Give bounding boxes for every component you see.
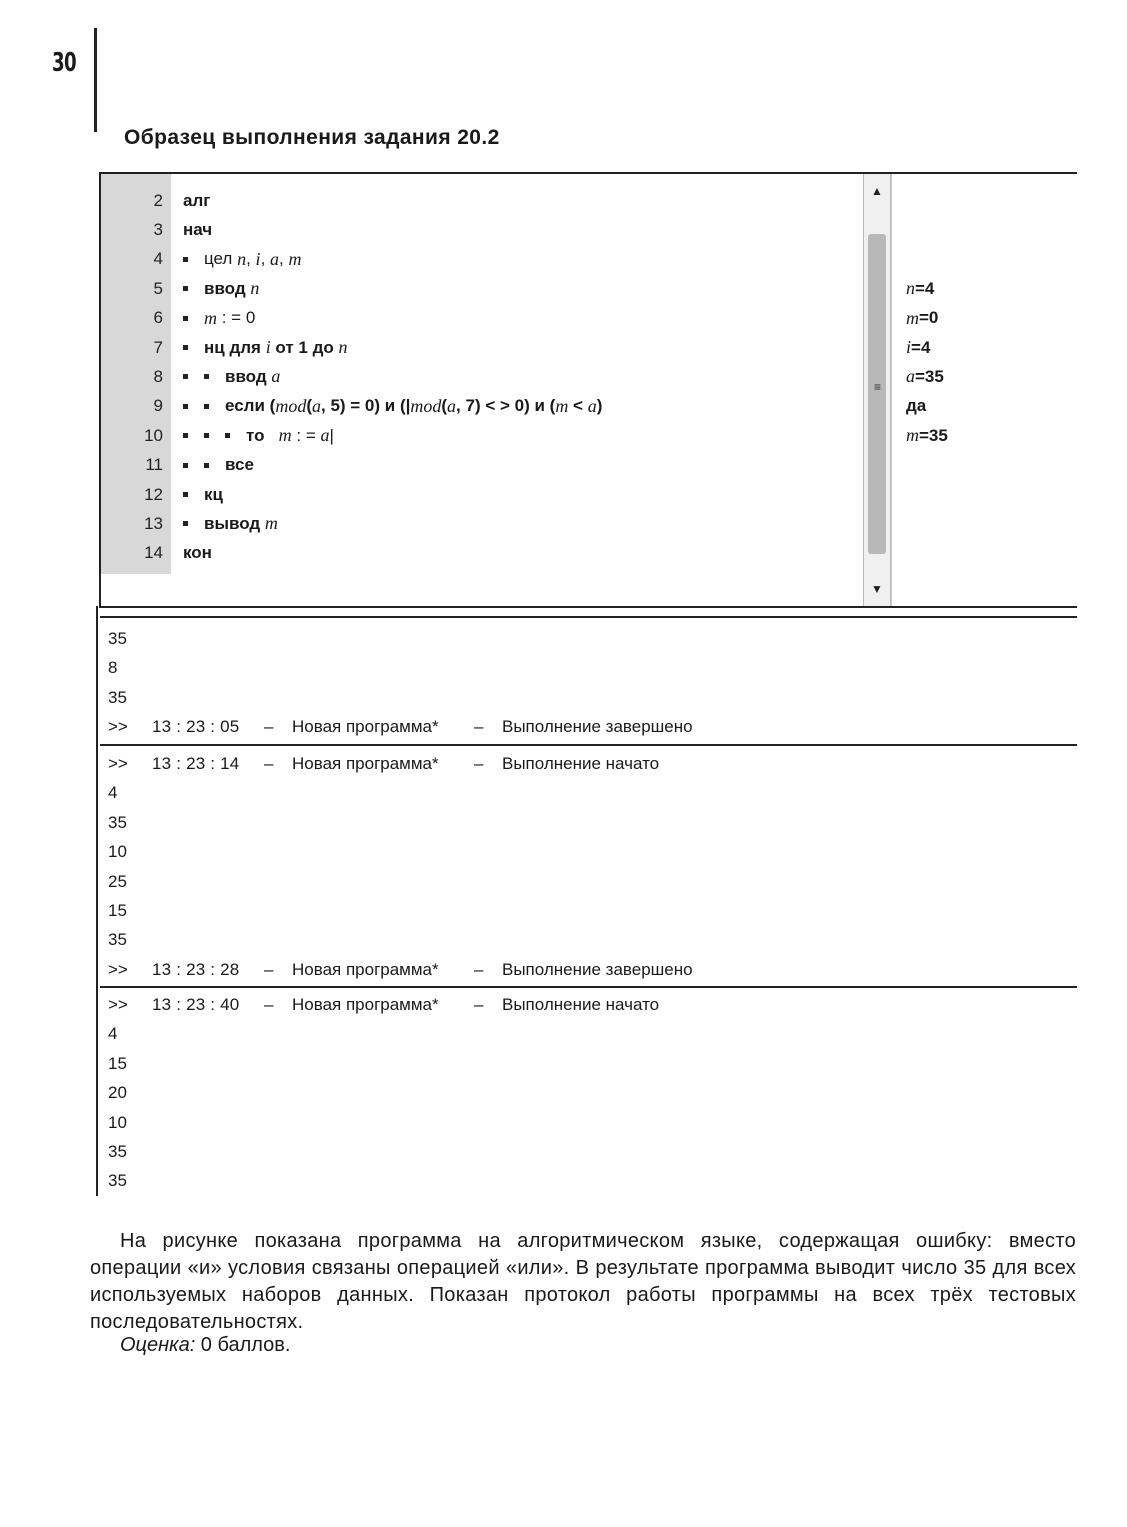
- code-keyword: все: [225, 455, 254, 475]
- code-keyword: , 5) = 0) и (|: [321, 396, 411, 416]
- code-text[interactable]: [183, 337, 348, 358]
- scroll-down-icon[interactable]: ▼: [871, 582, 883, 596]
- line-number: 11: [145, 455, 163, 475]
- variable-name: m: [906, 307, 919, 328]
- variable-name: n: [906, 278, 915, 299]
- line-number: 9: [153, 396, 163, 416]
- indent-dot-icon: [183, 404, 188, 409]
- code-identifier: i: [265, 337, 271, 357]
- indent-dot-icon: [183, 433, 188, 438]
- code-text[interactable]: [183, 455, 254, 475]
- variable-value-row: [906, 421, 948, 450]
- prompt-marker: >>: [108, 754, 128, 773]
- console-log-line: [108, 751, 659, 777]
- output-console[interactable]: [96, 606, 1077, 1196]
- code-keyword: кц: [204, 484, 223, 504]
- log-status: Выполнение начато: [502, 995, 660, 1014]
- code-line[interactable]: [101, 362, 861, 391]
- line-number: 3: [153, 219, 163, 239]
- code-line[interactable]: [101, 333, 861, 362]
- log-program-name: Новая программа*: [292, 995, 439, 1014]
- line-number: 10: [144, 425, 163, 445]
- indent-dot-icon: [204, 463, 209, 468]
- console-output-line: 15: [108, 901, 127, 920]
- code-text[interactable]: [183, 220, 212, 240]
- gutter-blank: [101, 574, 171, 606]
- line-number: 8: [153, 366, 163, 386]
- code-text[interactable]: [183, 396, 602, 417]
- console-output-line: 35: [108, 812, 127, 832]
- scroll-up-icon[interactable]: ▲: [871, 184, 883, 198]
- console-output-line: 25: [108, 871, 127, 891]
- log-separator: –: [264, 995, 274, 1014]
- code-identifier: m: [555, 395, 569, 416]
- vertical-scrollbar[interactable]: [863, 174, 891, 606]
- log-separator: –: [474, 717, 484, 737]
- section-title: Образец выполнения задания 20.2: [124, 126, 500, 149]
- code-text[interactable]: [183, 191, 210, 211]
- log-status: Выполнение завершено: [502, 717, 693, 737]
- indent-dot-icon: [204, 374, 209, 379]
- code-editor[interactable]: [99, 172, 1077, 608]
- indent-dot-icon: [204, 404, 209, 409]
- variable-value-row: [906, 392, 926, 421]
- code-token: ,: [260, 249, 271, 269]
- prompt-marker: >>: [108, 959, 128, 979]
- code-identifier: m: [264, 513, 278, 534]
- code-keyword: нач: [183, 219, 213, 239]
- code-keyword: алг: [183, 190, 211, 210]
- code-text[interactable]: [183, 308, 255, 329]
- code-identifier: a: [312, 395, 321, 416]
- log-separator: –: [264, 959, 274, 979]
- code-identifier: m: [278, 425, 292, 446]
- variable-name: a: [906, 366, 915, 387]
- log-timestamp: 13 : 23 : 05: [152, 717, 240, 737]
- log-status: Выполнение завершено: [502, 959, 693, 979]
- code-keyword: <: [568, 396, 588, 416]
- log-separator: –: [264, 754, 274, 773]
- code-token: |: [329, 425, 334, 445]
- console-log-line: [108, 957, 693, 983]
- line-number: 2: [153, 190, 163, 210]
- line-number: 4: [153, 249, 163, 269]
- score-label: Оценка:: [120, 1334, 196, 1356]
- line-number: 6: [153, 308, 163, 328]
- page-number: 30: [52, 48, 76, 78]
- console-output-line: 4: [108, 1024, 118, 1044]
- log-separator: –: [264, 717, 274, 737]
- variable-value-row: [906, 333, 930, 362]
- indent-dot-icon: [183, 521, 188, 526]
- line-number: 13: [144, 513, 163, 533]
- prompt-marker: >>: [108, 717, 128, 737]
- prompt-marker: >>: [108, 995, 128, 1014]
- console-log-line: [108, 992, 659, 1018]
- code-keyword: ввод: [204, 278, 251, 298]
- code-token: : = 0: [217, 308, 256, 328]
- log-separator: –: [474, 959, 484, 979]
- code-text[interactable]: [183, 485, 223, 505]
- line-number: 5: [153, 278, 163, 298]
- console-output-line: 15: [108, 1053, 127, 1073]
- console-output-line: 35: [108, 687, 127, 707]
- score-value: 0 баллов.: [195, 1334, 291, 1356]
- code-identifier: m: [204, 307, 217, 328]
- code-text[interactable]: [183, 278, 259, 299]
- console-output-line: 35: [108, 1142, 127, 1161]
- code-line[interactable]: [101, 304, 861, 333]
- code-line[interactable]: [101, 480, 861, 509]
- code-line[interactable]: [101, 392, 861, 421]
- code-token: ,: [246, 249, 256, 269]
- code-text[interactable]: [183, 425, 334, 446]
- code-line[interactable]: [101, 509, 861, 538]
- code-keyword: , 7) < > 0) и (: [456, 396, 556, 416]
- log-separator: –: [474, 995, 484, 1014]
- code-identifier: a: [320, 425, 330, 446]
- code-identifier: n: [237, 248, 247, 269]
- code-keyword: (: [441, 396, 448, 416]
- log-timestamp: 13 : 23 : 28: [152, 959, 240, 979]
- log-separator: –: [474, 754, 484, 773]
- variable-value: да: [906, 396, 927, 416]
- code-token: цел: [204, 249, 238, 269]
- code-line[interactable]: [101, 421, 861, 450]
- code-identifier: a: [271, 366, 281, 387]
- code-keyword: то: [246, 425, 279, 445]
- margin-rule: [94, 28, 97, 132]
- console-output-line: 4: [108, 783, 118, 803]
- console-output-line: 10: [108, 1112, 127, 1132]
- variable-value: =35: [919, 425, 948, 445]
- line-number: 12: [144, 484, 163, 504]
- code-keyword: кон: [183, 543, 212, 563]
- run-divider: [100, 744, 1077, 746]
- code-identifier: i: [255, 248, 261, 269]
- variable-name: i: [906, 337, 912, 357]
- console-output-line: 35: [108, 930, 127, 950]
- log-program-name: Новая программа*: [292, 717, 439, 737]
- indent-dot-icon: [183, 316, 188, 321]
- run-divider: [100, 986, 1077, 988]
- code-text[interactable]: [183, 249, 301, 270]
- code-line[interactable]: [101, 186, 861, 215]
- code-line[interactable]: [101, 274, 861, 303]
- code-line[interactable]: [101, 215, 861, 244]
- code-keyword: ввод: [225, 366, 272, 386]
- console-output-line: 35: [108, 1171, 127, 1191]
- variable-value: =35: [915, 366, 944, 386]
- log-timestamp: 13 : 23 : 14: [152, 754, 240, 773]
- variable-value: =4: [915, 278, 935, 298]
- scroll-thumb[interactable]: [868, 234, 886, 554]
- indent-dot-icon: [183, 257, 188, 262]
- code-text[interactable]: [183, 543, 212, 563]
- code-keyword: нц для: [204, 337, 266, 357]
- score-line: [120, 1334, 290, 1357]
- variable-value-row: [906, 274, 934, 303]
- code-keyword: если (: [225, 396, 276, 416]
- code-keyword: ): [596, 396, 603, 416]
- caption: [90, 1228, 1076, 1336]
- log-program-name: Новая программа*: [292, 959, 439, 979]
- code-token: : =: [291, 425, 321, 445]
- console-output-line: 20: [108, 1083, 127, 1103]
- code-text[interactable]: [183, 366, 280, 387]
- code-identifier: m: [288, 248, 302, 269]
- indent-dot-icon: [183, 286, 188, 291]
- caption-text: На рисунке показана программа на алгоритмическом языке, содержащая ошибку: вместо операции «и» условия связаны операцией «или». В результате программа выводит число 35 для всех используемых наборов данных. Показан протокол работы программы на всех трёх тестовых последовательностях.: [90, 1230, 1076, 1333]
- code-identifier: n: [250, 278, 260, 299]
- indent-dot-icon: [183, 374, 188, 379]
- code-keyword: вывод: [204, 513, 265, 533]
- code-keyword: от 1 до: [270, 337, 339, 357]
- log-timestamp: 13 : 23 : 40: [152, 995, 240, 1014]
- variable-value-row: [906, 362, 944, 391]
- variable-value: =0: [919, 308, 939, 328]
- log-program-name: Новая программа*: [292, 754, 439, 773]
- code-text[interactable]: [183, 513, 278, 534]
- variable-value: =4: [911, 337, 931, 357]
- log-status: Выполнение начато: [502, 754, 660, 773]
- indent-dot-icon: [183, 492, 188, 497]
- code-token: ,: [279, 249, 289, 269]
- code-identifier: n: [338, 337, 348, 357]
- code-identifier: a: [447, 395, 457, 416]
- grip-icon: ≡: [874, 380, 882, 394]
- code-line[interactable]: [101, 451, 861, 480]
- code-identifier: mod: [275, 395, 307, 416]
- code-line[interactable]: [101, 245, 861, 274]
- line-number: 7: [153, 337, 163, 357]
- variables-panel: [891, 174, 1078, 606]
- console-output-line: 8: [108, 658, 118, 678]
- indent-dot-icon: [183, 463, 188, 468]
- indent-dot-icon: [183, 345, 188, 350]
- console-top-divider-2: [100, 616, 1077, 618]
- code-keyword: (: [306, 396, 312, 416]
- indent-dot-icon: [204, 433, 209, 438]
- code-identifier: a: [270, 248, 280, 269]
- code-line[interactable]: [101, 539, 861, 568]
- variable-value-row: [906, 304, 938, 333]
- console-output-line: 35: [108, 629, 127, 648]
- code-identifier: a: [587, 395, 597, 416]
- line-number: 14: [144, 543, 163, 563]
- console-log-line: [108, 714, 693, 740]
- code-identifier: mod: [410, 395, 442, 416]
- console-top-divider: [100, 606, 1077, 608]
- indent-dot-icon: [225, 433, 230, 438]
- variable-name: m: [906, 425, 919, 446]
- console-output-line: 10: [108, 842, 127, 862]
